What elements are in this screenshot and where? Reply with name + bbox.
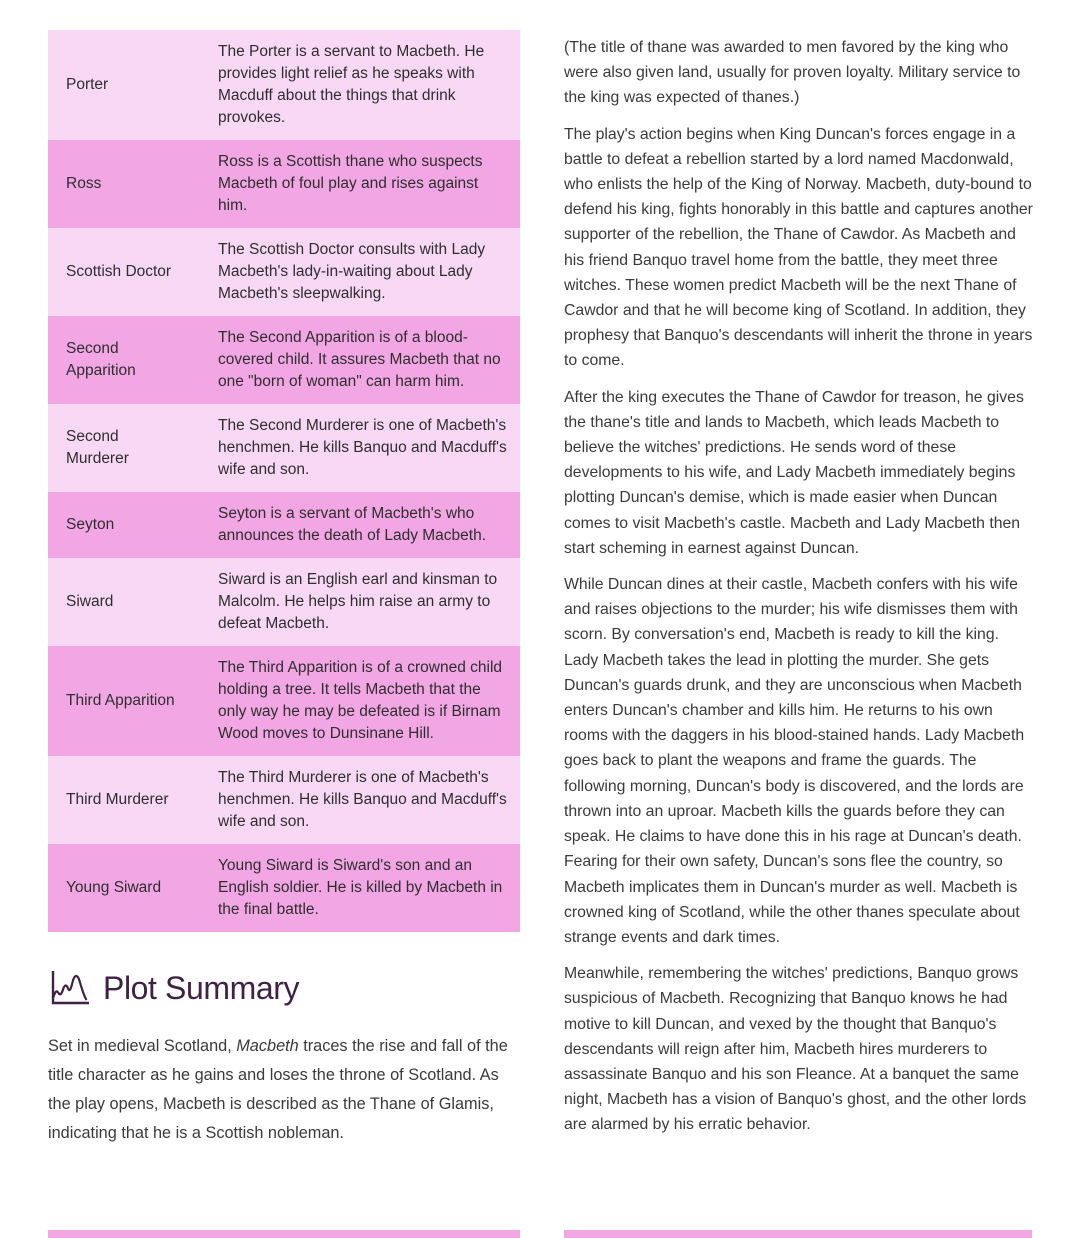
character-description-cell (218, 844, 520, 932)
intro-text-after: traces the rise and fall of the title character as he gains and loses the throne of Scotland. As the play opens, Macbeth is described as the Thane of Glamis, indicating that he is a Scottish nobleman. (48, 1037, 508, 1142)
plot-paragraph: Meanwhile, remembering the witches' predictions, Banquo grows suspicious of Macbeth. Recognizing that Banquo knows he had motive to kill Duncan, and vexed by the thought that Banquo's descendants will reign after him, Macbeth hires murderers to assassinate Banquo and his son Fleance. At a banquet the same night, Macbeth has a vision of Banquo's ghost, and the other lords are alarmed by his erratic behavior. (564, 965, 1027, 1134)
character-name-cell (48, 30, 218, 140)
character-description: The Second Apparition is of a blood-covered child. It assures Macbeth that no one "born of woman" can harm him. (218, 329, 501, 390)
table-row (48, 404, 520, 492)
character-description-cell (218, 404, 520, 492)
character-name-cell (48, 844, 218, 932)
character-description-cell (218, 30, 520, 140)
character-description-cell (218, 492, 520, 558)
character-description: The Third Apparition is of a crowned child holding a tree. It tells Macbeth that the only way he may be defeated is if Birnam Wood moves to Dunsinane Hill. (218, 659, 503, 742)
character-description-cell (218, 140, 520, 228)
character-name: Second Apparition (66, 340, 136, 379)
character-name-cell (48, 140, 218, 228)
play-title-italic: Macbeth (236, 1037, 299, 1055)
character-name: Second Murderer (66, 428, 129, 467)
table-row (48, 844, 520, 932)
character-description-cell (218, 316, 520, 404)
intro-text-before: Set in medieval Scotland, (48, 1037, 237, 1055)
next-section-peek-left (48, 1230, 520, 1238)
table-row (48, 316, 520, 404)
character-description: The Third Murderer is one of Macbeth's henchmen. He kills Banquo and Macduff's wife and son. (218, 769, 507, 830)
character-description-cell (218, 228, 520, 316)
table-row (48, 492, 520, 558)
line-chart-icon (48, 968, 92, 1008)
table-row (48, 558, 520, 646)
plot-paragraph: (The title of thane was awarded to men favored by the king who were also given land, usually for proven loyalty. Military service to the king was expected of thanes.) (564, 39, 1021, 107)
table-row (48, 140, 520, 228)
character-description-cell (218, 646, 520, 756)
character-description: Young Siward is Siward's son and an English soldier. He is killed by Macbeth in the final battle. (218, 857, 503, 918)
character-name: Porter (66, 76, 109, 93)
character-name: Seyton (66, 516, 115, 533)
character-description-cell (218, 558, 520, 646)
character-name: Young Siward (66, 879, 162, 896)
intro-paragraph (48, 1032, 520, 1148)
character-name: Scottish Doctor (66, 263, 172, 280)
plot-text-column (564, 35, 1034, 1149)
character-name-cell (48, 558, 218, 646)
character-name-cell (48, 492, 218, 558)
character-name: Ross (66, 175, 102, 192)
character-description: Ross is a Scottish thane who suspects Macbeth of foul play and rises against him. (218, 153, 483, 214)
character-description: The Porter is a servant to Macbeth. He provides light relief as he speaks with Macduff about the things that drink provokes. (218, 43, 485, 126)
left-column (48, 30, 520, 1148)
character-description: The Second Murderer is one of Macbeth's henchmen. He kills Banquo and Macduff's wife and son. (218, 417, 507, 478)
character-description: Seyton is a servant of Macbeth's who announces the death of Lady Macbeth. (218, 505, 487, 544)
plot-paragraph: After the king executes the Thane of Cawdor for treason, he gives the thane's title and lands to Macbeth, which leads Macbeth to believe the witches' predictions. He sends word of these developments to his wife, and Lady Macbeth immediately begins plotting Duncan's demise, which is made easier when Duncan comes to visit Macbeth's castle. Macbeth and Lady Macbeth then start scheming in earnest against Duncan. (564, 388, 1024, 557)
character-name: Third Apparition (66, 692, 175, 709)
next-section-peek-right (564, 1230, 1032, 1238)
plot-paragraph: The play's action begins when King Duncan's forces engage in a battle to defeat a rebellion started by a lord named Macdonwald, who enlists the help of the King of Norway. Macbeth, duty-bound to defend his king, fights honorably in this battle and captures another supporter of the rebellion, the Thane of Cawdor. As Macbeth and his friend Banquo travel home from the battle, they meet three witches. These women predict Macbeth will be the next Thane of Cawdor and that he will become king of Scotland. In addition, they prophesy that Banquo's descendants will inherit the throne in years to come. (564, 125, 1033, 370)
table-row (48, 30, 520, 140)
plot-summary-heading (48, 968, 520, 1008)
table-row (48, 646, 520, 756)
character-name-cell (48, 756, 218, 844)
character-description: Siward is an English earl and kinsman to Malcolm. He helps him raise an army to defeat Macbeth. (218, 571, 498, 632)
character-name-cell (48, 316, 218, 404)
plot-paragraph: While Duncan dines at their castle, Macbeth confers with his wife and raises objections to the murder; his wife dismisses them with scorn. By conversation's end, Macbeth is ready to kill the king. Lady Macbeth takes the lead in plotting the murder. She gets Duncan's guards drunk, and they are unconscious when Macbeth enters Duncan's chamber and kills him. He returns to his own rooms with the daggers in his blood-stained hands. Lady Macbeth goes back to plant the weapons and frame the guards. The following morning, Duncan's body is discovered, and the lords are thrown into an uproar. Macbeth kills the guards before they can speak. He claims to have done this in his rage at Duncan's death. Fearing for their own safety, Duncan's sons flee the country, so Macbeth implicates them in Duncan's murder as well. Macbeth is crowned king of Scotland, while the other thanes speculate about strange events and dark times. (564, 576, 1025, 946)
character-name-cell (48, 228, 218, 316)
character-name-cell (48, 646, 218, 756)
character-name: Third Murderer (66, 791, 169, 808)
character-description-cell (218, 756, 520, 844)
table-row (48, 228, 520, 316)
character-description: The Scottish Doctor consults with Lady Macbeth's lady-in-waiting about Lady Macbeth's sleepwalking. (218, 241, 486, 302)
character-name-cell (48, 404, 218, 492)
character-table (48, 30, 520, 932)
character-name: Siward (66, 593, 114, 610)
plot-summary-title: Plot Summary (103, 969, 300, 1006)
table-row (48, 756, 520, 844)
